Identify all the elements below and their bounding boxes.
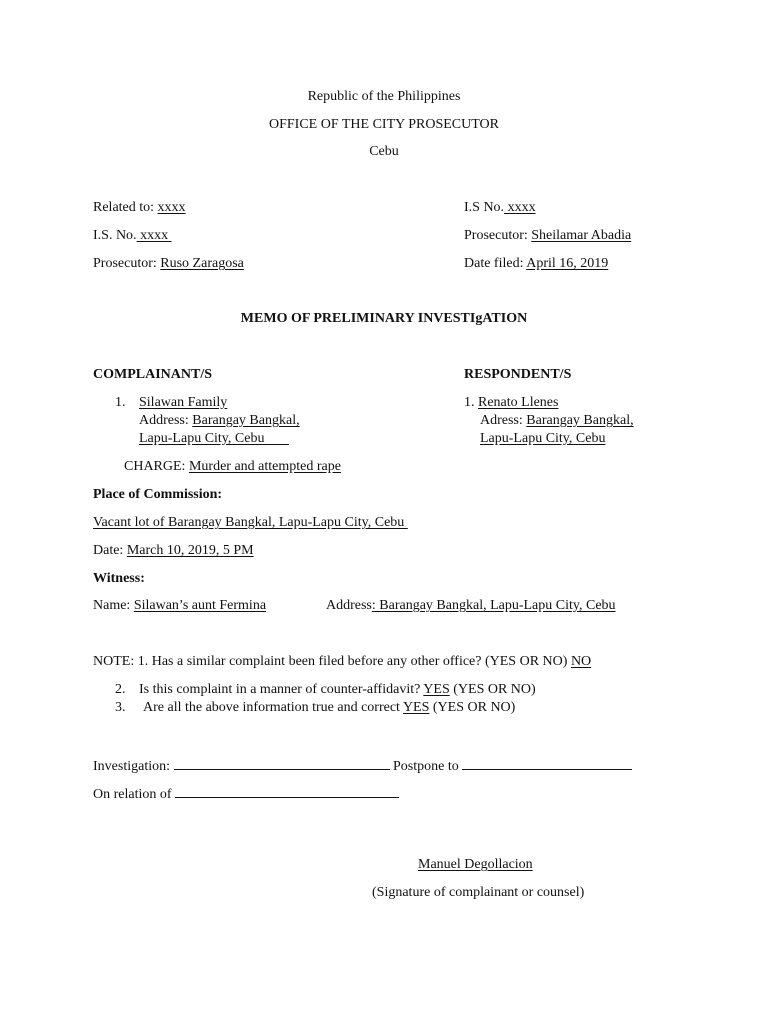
date-filed-row (464, 255, 608, 273)
date-filed-value: April 16, 2019 (526, 256, 609, 271)
witness-name-label: Name: (93, 598, 134, 613)
related-to-row (93, 199, 186, 217)
note-1-text: NOTE: 1. Has a similar complaint been filed before any other office? (YES OR NO) (93, 654, 571, 669)
postpone-label: Postpone to (389, 759, 463, 774)
place-heading: Place of Commission: (93, 487, 223, 502)
witness-heading: Witness: (93, 571, 145, 586)
note-3-suffix: (YES OR NO) (429, 700, 516, 715)
complainant-address-line1: Barangay Bangkal, (192, 413, 300, 428)
prosecutor-row-right (464, 227, 631, 245)
prosecutor-value: Ruso Zaragosa (160, 256, 244, 271)
note-3-text: Are all the above information true and correct (143, 700, 403, 715)
note-2-suffix: (YES OR NO) (449, 682, 536, 697)
witness-address-label: Address (326, 598, 372, 613)
note-1 (93, 653, 591, 671)
prosecutor-label-right: Prosecutor: (464, 228, 532, 243)
complainant-address-label: Address: (139, 413, 193, 428)
header-republic: Republic of the Philippines (307, 89, 461, 104)
note-3 (143, 699, 515, 717)
header-office: OFFICE OF THE CITY PROSECUTOR (268, 117, 499, 132)
respondent-number: 1. (464, 395, 478, 410)
note-3-number: 3. (115, 700, 126, 715)
charge-row (124, 458, 341, 476)
respondent-address-label: Adress: (480, 413, 527, 428)
is-number-label-right: I.S No. (464, 200, 505, 215)
is-number-row-left (93, 227, 172, 245)
respondent-address-row (480, 412, 634, 430)
investigation-row (93, 755, 632, 776)
is-number-value: xxxx (136, 228, 172, 243)
charge-label: CHARGE: (124, 459, 189, 474)
note-3-answer: YES (402, 700, 430, 715)
date-value: March 10, 2019, 5 PM (126, 543, 254, 558)
complainant-heading: COMPLAINANT/S (93, 367, 213, 382)
is-number-value-right: xxxx (504, 200, 536, 215)
note-2-text: Is this complaint in a manner of counter-affidavit? (139, 682, 424, 697)
relation-blank-line[interactable] (175, 783, 399, 798)
signer-name: Manuel Degollacion (418, 857, 533, 872)
respondent-name: Renato Llenes (478, 395, 559, 410)
date-filed-label: Date filed: (464, 256, 527, 271)
witness-address-row (326, 597, 616, 615)
complainant-number: 1. (115, 395, 126, 410)
place-value: Vacant lot of Barangay Bangkal, Lapu-Lapu City, Cebu (93, 515, 408, 530)
note-2 (139, 681, 536, 699)
respondent-address-line1: Barangay Bangkal, (526, 413, 634, 428)
complainant-name: Silawan Family (139, 395, 228, 410)
investigation-label: Investigation: (93, 759, 174, 774)
header-city: Cebu (369, 144, 399, 159)
date-row (93, 542, 254, 560)
note-2-number: 2. (115, 682, 126, 697)
related-to-value: xxxx (157, 200, 186, 215)
witness-name-row (93, 597, 266, 615)
note-2-answer: YES (423, 682, 450, 697)
relation-row (93, 783, 399, 804)
is-number-row-right (464, 199, 536, 217)
note-1-answer: NO (570, 654, 592, 669)
prosecutor-label: Prosecutor: (93, 256, 161, 271)
witness-name-value: Silawan’s aunt Fermina (133, 598, 267, 613)
date-label: Date: (93, 543, 127, 558)
relation-label: On relation of (93, 787, 176, 802)
witness-address-value: : Barangay Bangkal, Lapu-Lapu City, Cebu (371, 598, 616, 613)
respondent-address-line2: Lapu-Lapu City, Cebu (480, 431, 606, 446)
postpone-blank-line[interactable] (462, 755, 632, 770)
related-to-label: Related to: (93, 200, 158, 215)
complainant-address-line2: Lapu-Lapu City, Cebu (139, 431, 289, 446)
complainant-address-row (139, 412, 300, 430)
signature-caption: (Signature of complainant or counsel) (372, 885, 585, 900)
investigation-blank-line[interactable] (174, 755, 390, 770)
prosecutor-row-left (93, 255, 244, 273)
prosecutor-value-right: Sheilamar Abadia (531, 228, 632, 243)
charge-value: Murder and attempted rape (188, 459, 341, 474)
is-number-label: I.S. No. (93, 228, 137, 243)
memo-title: MEMO OF PRELIMINARY INVESTIgATION (240, 311, 528, 326)
respondent-heading: RESPONDENT/S (464, 367, 572, 382)
respondent-name-row (464, 394, 558, 412)
